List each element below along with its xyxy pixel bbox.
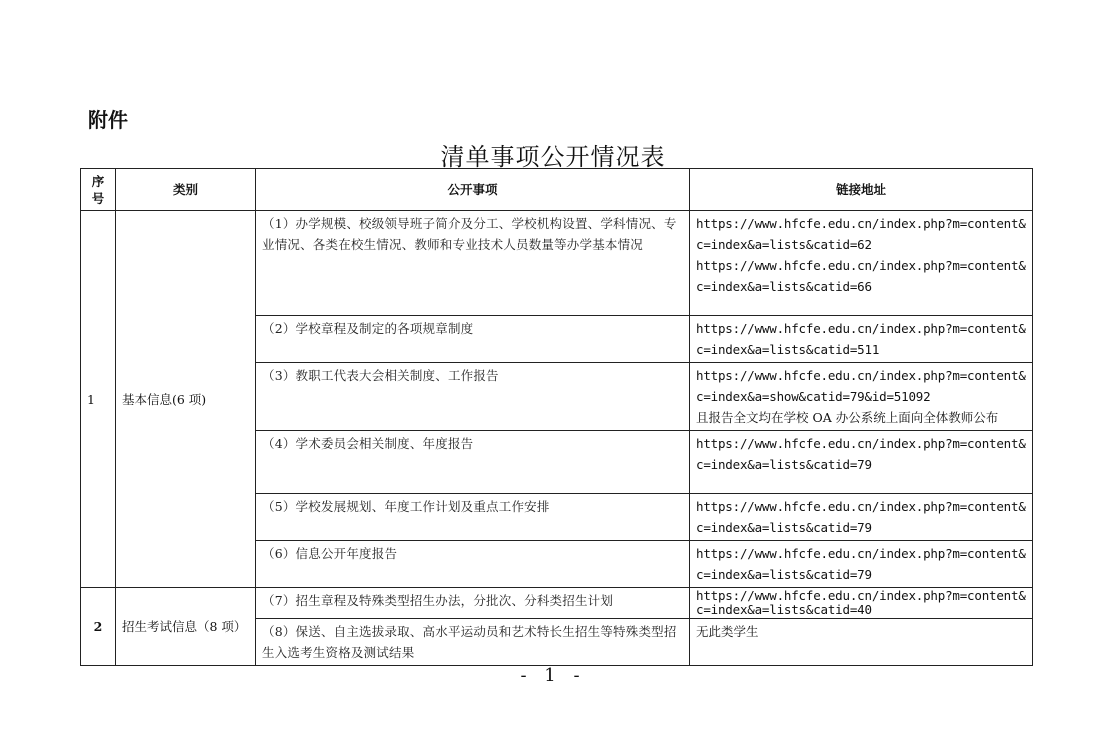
row-item: （2）学校章程及制定的各项规章制度 [256, 316, 690, 363]
row-link[interactable]: https://www.hfcfe.edu.cn/index.php?m=content&c=index&a=lists&catid=40 [696, 588, 1026, 617]
row-item: （6）信息公开年度报告 [256, 541, 690, 588]
disclosure-table [80, 168, 1033, 666]
row-category: 招生考试信息（8 项） [116, 588, 256, 666]
row-link[interactable]: https://www.hfcfe.edu.cn/index.php?m=content&c=index&a=lists&catid=79 [696, 436, 1026, 472]
row-item: （4）学术委员会相关制度、年度报告 [256, 431, 690, 494]
row-item: （3）教职工代表大会相关制度、工作报告 [256, 363, 690, 431]
row-item: （1）办学规模、校级领导班子简介及分工、学校机构设置、学科情况、专业情况、各类在校生情况、教师和专业技术人员数量等办学基本情况 [256, 211, 690, 316]
row-link-cell [690, 363, 1033, 431]
row-link-cell [690, 431, 1033, 494]
row-seq: 1 [81, 211, 116, 588]
row-link[interactable]: https://www.hfcfe.edu.cn/index.php?m=content&c=index&a=show&catid=79&id=51092 [696, 368, 1026, 404]
table-row [81, 211, 1033, 316]
row-link[interactable]: https://www.hfcfe.edu.cn/index.php?m=content&c=index&a=lists&catid=511 [696, 321, 1026, 357]
row-item: （8）保送、自主选拔录取、高水平运动员和艺术特长生招生等特殊类型招生入选考生资格及测试结果 [256, 619, 690, 666]
row-note: 且报告全文均在学校 OA 办公系统上面向全体教师公布 [696, 410, 999, 425]
row-category: 基本信息(6 项) [116, 211, 256, 588]
document-title: 清单事项公开情况表 [440, 143, 666, 171]
column-header-item: 公开事项 [256, 169, 690, 211]
row-link-cell [690, 541, 1033, 588]
table-row [81, 588, 1033, 619]
row-link-cell [690, 211, 1033, 316]
row-link[interactable]: https://www.hfcfe.edu.cn/index.php?m=content&c=index&a=lists&catid=79 [696, 499, 1026, 535]
row-link-cell [690, 316, 1033, 363]
column-header-seq: 序号 [81, 169, 116, 211]
row-link[interactable]: https://www.hfcfe.edu.cn/index.php?m=content&c=index&a=lists&catid=66 [696, 258, 1026, 294]
attachment-label: 附件 [88, 108, 128, 132]
column-header-link: 链接地址 [690, 169, 1033, 211]
column-header-category: 类别 [116, 169, 256, 211]
row-seq: 2 [81, 588, 116, 666]
row-link[interactable]: https://www.hfcfe.edu.cn/index.php?m=content&c=index&a=lists&catid=62 [696, 216, 1026, 252]
row-link-cell [690, 494, 1033, 541]
row-item: （7）招生章程及特殊类型招生办法，分批次、分科类招生计划 [256, 588, 690, 619]
row-item: （5）学校发展规划、年度工作计划及重点工作安排 [256, 494, 690, 541]
page-number: - 1 - [520, 665, 586, 686]
row-link[interactable]: https://www.hfcfe.edu.cn/index.php?m=content&c=index&a=lists&catid=79 [696, 546, 1026, 582]
row-link-cell [690, 588, 1033, 619]
row-plain-cell: 无此类学生 [690, 619, 1033, 666]
